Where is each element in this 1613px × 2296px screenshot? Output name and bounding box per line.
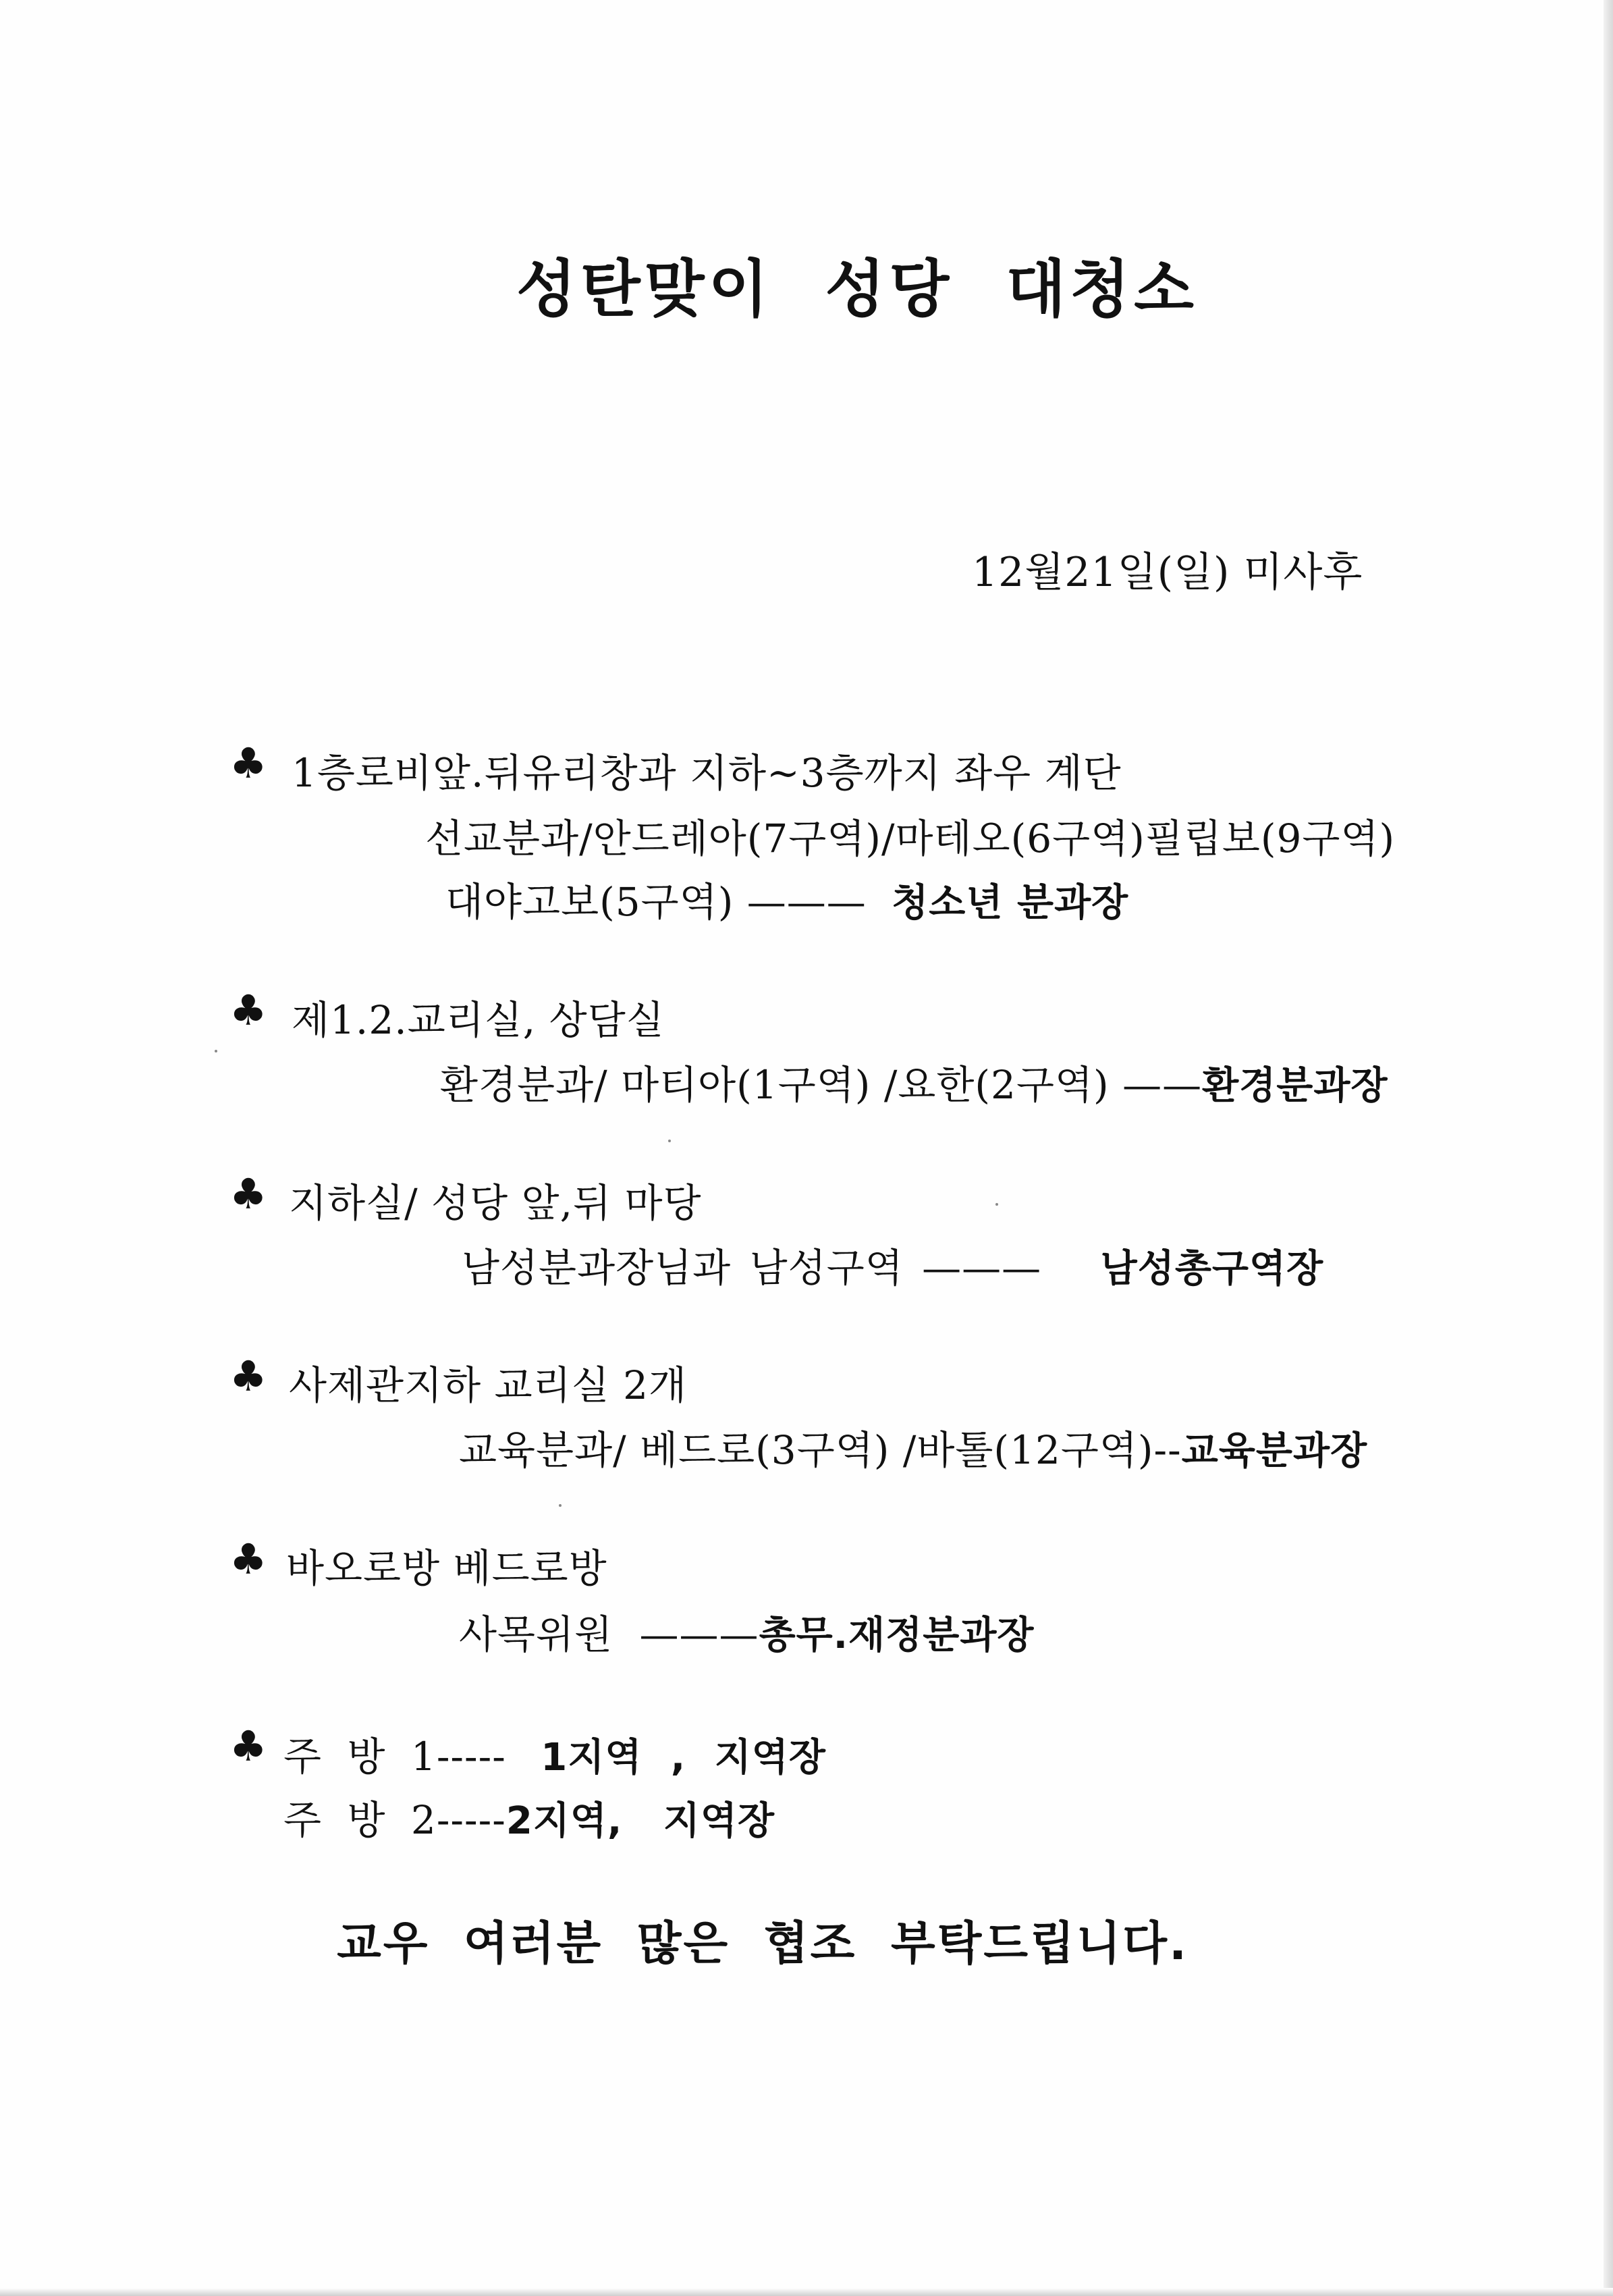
club-bullet-icon: ♣ xyxy=(229,986,267,1035)
section-1-line-2 xyxy=(445,870,1128,927)
section-3-heading: 지하실/ 성당 앞,뒤 마당 xyxy=(289,1180,702,1226)
section-5-line-1-text: 사목위원 ——— xyxy=(459,1611,759,1657)
club-bullet-icon: ♣ xyxy=(229,1352,267,1401)
section-6-line-1-responsible: 2지역, 지역장 xyxy=(505,1799,775,1843)
section-4-line-1-text: 교육분과/ 베드로(3구역) /바톨(12구역)-- xyxy=(459,1427,1182,1473)
section-6-heading xyxy=(283,1725,826,1782)
club-bullet-icon: ♣ xyxy=(229,1169,267,1219)
club-bullet-icon: ♣ xyxy=(229,739,267,788)
section-3-line-1 xyxy=(462,1236,1323,1293)
document-title: 성탄맞이 성당 대청소 xyxy=(516,253,1198,325)
section-5-line-1 xyxy=(459,1603,1035,1659)
section-6-heading-responsible: 1지역 , 지역장 xyxy=(541,1736,826,1780)
scan-speck xyxy=(559,1504,562,1507)
section-1-line-1 xyxy=(425,807,1395,863)
section-1-line-2-responsible: 청소년 분과장 xyxy=(892,881,1129,925)
section-6-line-1-text: 주 방 2----- xyxy=(283,1797,506,1843)
club-bullet-icon: ♣ xyxy=(229,1721,267,1771)
section-5-line-1-responsible: 총무.재정분과장 xyxy=(759,1613,1035,1657)
section-1-line-1-text: 선교분과/안드레아(7구역)/마테오(6구역)필립보(9구역) xyxy=(425,816,1396,861)
section-2-line-1 xyxy=(440,1053,1388,1110)
section-5-heading: 바오로방 베드로방 xyxy=(286,1545,607,1591)
closing-message: 교우 여러분 많은 협조 부탁드립니다. xyxy=(337,1917,1188,1971)
section-6-heading-text: 주 방 1----- xyxy=(283,1734,506,1780)
section-4-line-1-responsible: 교육분과장 xyxy=(1181,1429,1368,1473)
scan-speck xyxy=(668,1140,671,1142)
section-6-line-1 xyxy=(283,1788,775,1845)
event-date: 12월21일(일) 미사후 xyxy=(972,549,1363,596)
section-3-line-1-text: 남성분과장님과 남성구역 ——— xyxy=(462,1245,1042,1291)
club-bullet-icon: ♣ xyxy=(229,1534,267,1584)
scan-speck xyxy=(215,1050,217,1052)
section-4-heading: 사제관지하 교리실 2개 xyxy=(289,1362,688,1408)
section-4-line-1 xyxy=(459,1418,1367,1475)
section-2-line-1-responsible: 환경분과장 xyxy=(1202,1064,1388,1108)
paper-bottom-edge xyxy=(0,2288,1613,2296)
scan-speck xyxy=(995,1203,998,1206)
section-2-line-1-text: 환경분과/ 마티아(1구역) /요한(2구역) —— xyxy=(440,1062,1203,1108)
section-1-line-2-text: 대야고보(5구역) ——— xyxy=(445,879,867,925)
section-2-heading: 제1.2.교리실, 상담실 xyxy=(292,997,665,1043)
section-3-line-1-responsible: 남성총구역장 xyxy=(1100,1247,1324,1291)
section-1-heading: 1층로비앞.뒤유리창과 지하~3층까지 좌우 계단 xyxy=(292,750,1122,796)
